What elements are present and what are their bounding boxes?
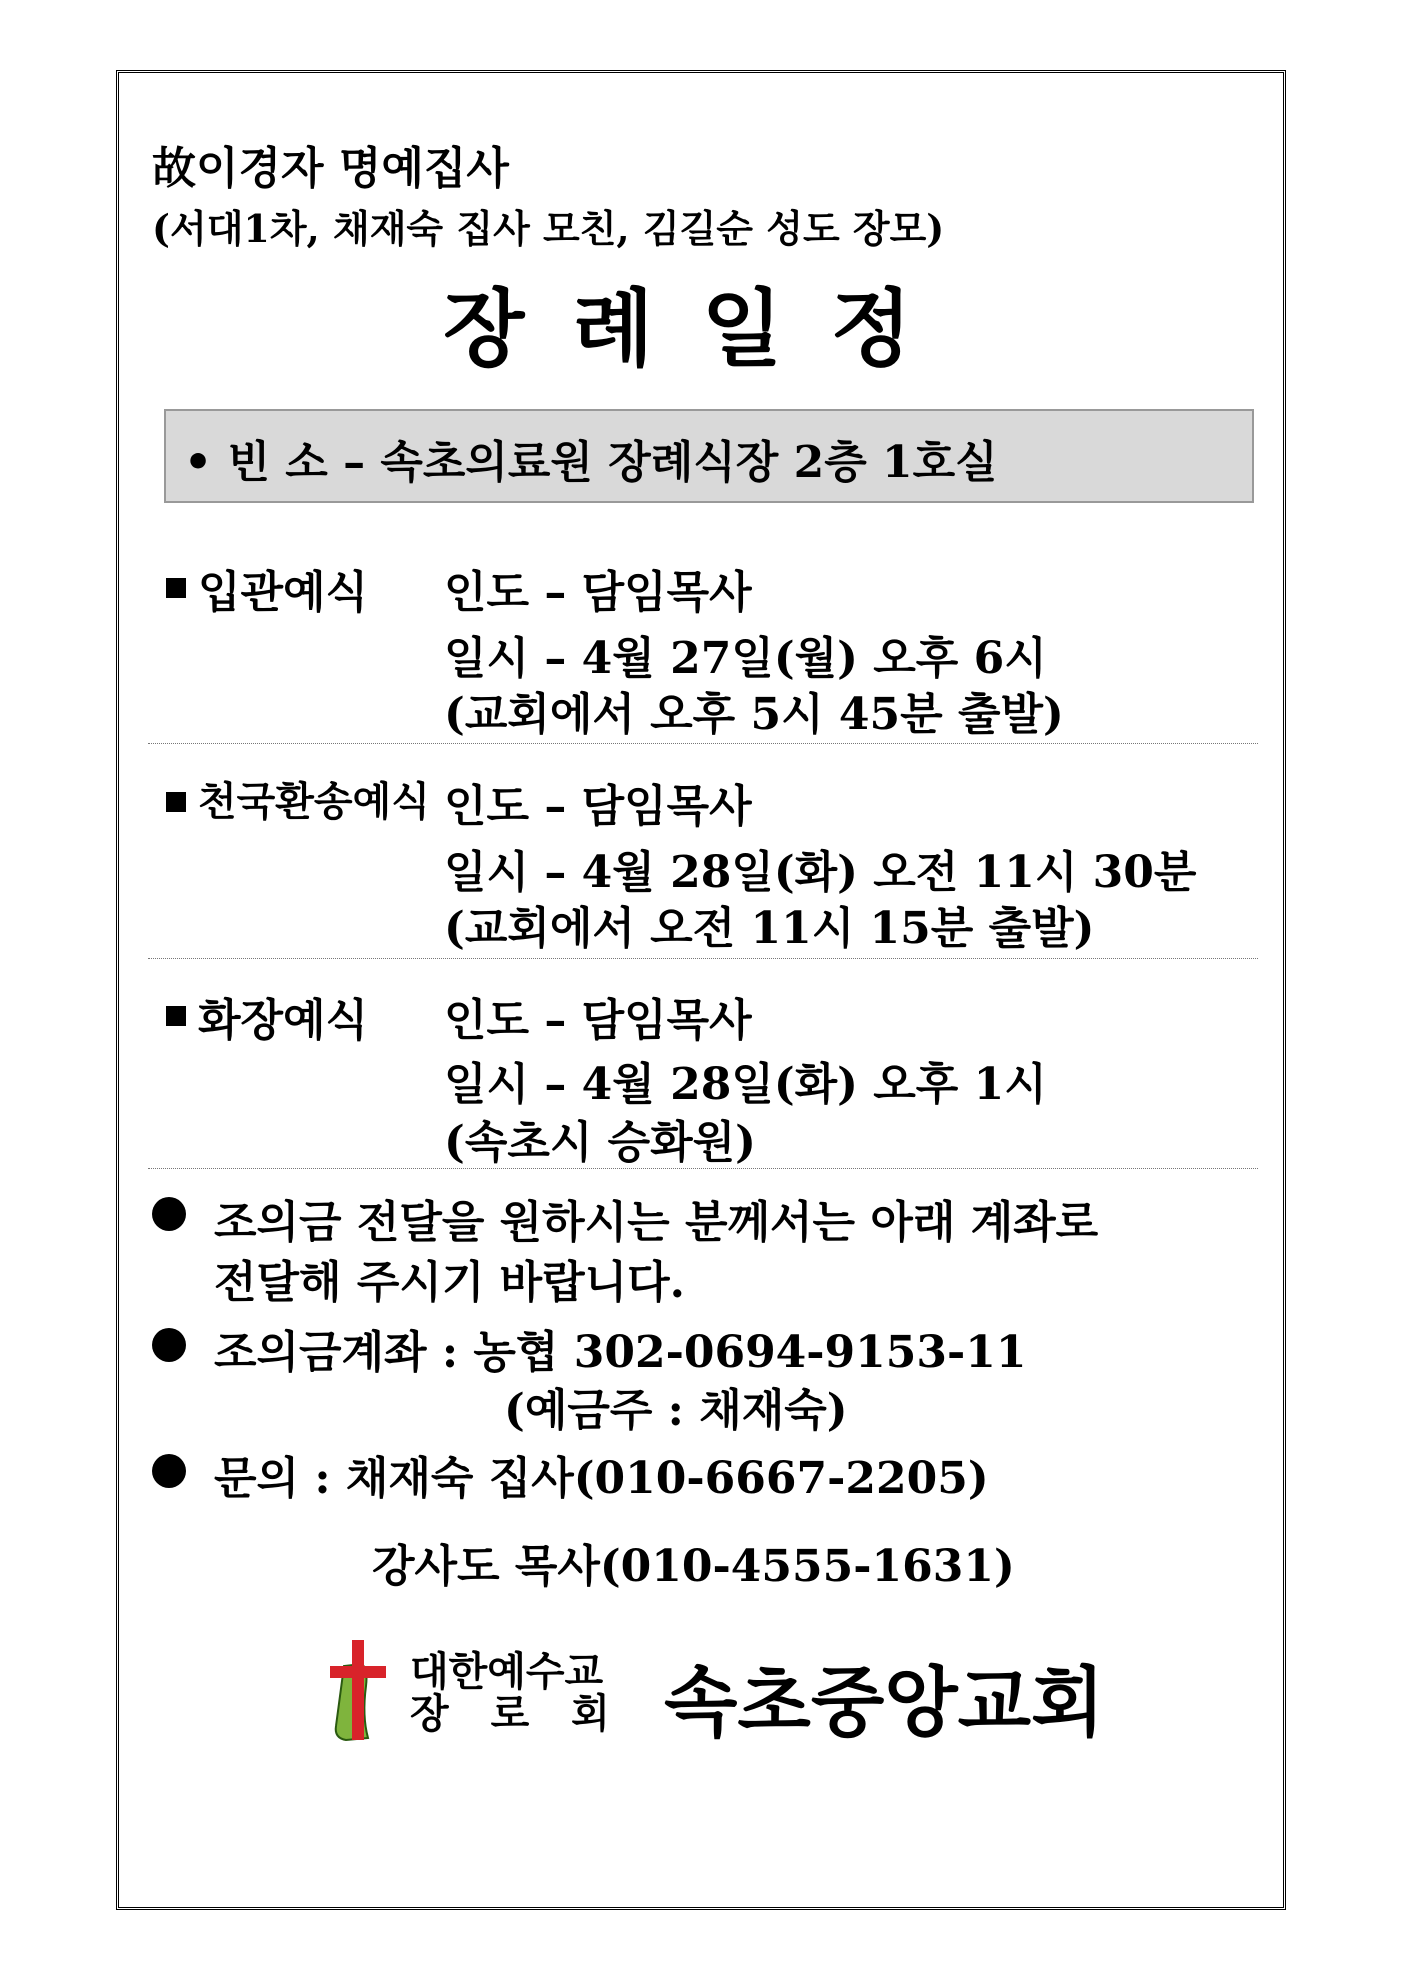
service-name: 천국환송예식: [198, 778, 430, 825]
divider: [148, 743, 1258, 744]
denomination-line2: 장 로 회: [410, 1690, 624, 1737]
inquiry-contact: 문의 : 채재숙 집사(010-6667-2205): [214, 1453, 989, 1504]
church-name: 속초중앙교회: [664, 1658, 1105, 1747]
condolence-text: 조의금 전달을 원하시는 분께서는 아래 계좌로: [214, 1197, 1099, 1248]
square-bullet-icon: [166, 1006, 186, 1026]
service-officiant: 인도 – 담임목사: [444, 567, 752, 618]
circle-bullet-icon: [152, 1197, 186, 1231]
service-datetime: 일시 – 4월 27일(월) 오후 6시: [444, 633, 1047, 684]
square-bullet-icon: [166, 792, 186, 812]
service-note: (속초시 승화원): [444, 1117, 756, 1168]
inquiry-contact: 강사도 목사(010-4555-1631): [372, 1541, 1015, 1592]
service-officiant: 인도 – 담임목사: [444, 995, 752, 1046]
page-title: 장례일정: [443, 279, 960, 378]
service-name: 화장예식: [198, 995, 369, 1046]
circle-bullet-icon: [152, 1328, 186, 1362]
service-officiant: 인도 – 담임목사: [444, 781, 752, 832]
venue: • 빈 소 – 속초의료원 장례식장 2층 1호실: [184, 437, 998, 488]
family-info: (서대1차, 채재숙 집사 모친, 김길순 성도 장모): [152, 206, 945, 251]
service-datetime: 일시 – 4월 28일(화) 오후 1시: [444, 1059, 1047, 1110]
service-name: 입관예식: [198, 567, 369, 618]
denomination-line1: 대한예수교: [410, 1648, 604, 1695]
service-note: (교회에서 오전 11시 15분 출발): [444, 903, 1095, 954]
condolence-text: 전달해 주시기 바랍니다.: [214, 1257, 685, 1308]
divider: [148, 1168, 1258, 1169]
account-holder: (예금주 : 채재숙): [504, 1385, 848, 1436]
service-note: (교회에서 오후 5시 45분 출발): [444, 689, 1064, 740]
square-bullet-icon: [166, 578, 186, 598]
divider: [148, 958, 1258, 959]
deceased-name: 故이경자 명예집사: [152, 143, 509, 194]
account-info: 조의금계좌 : 농협 302-0694-9153-11: [214, 1327, 1027, 1378]
service-datetime: 일시 – 4월 28일(화) 오전 11시 30분: [444, 847, 1197, 898]
church-cross-icon: [322, 1636, 394, 1746]
circle-bullet-icon: [152, 1454, 186, 1488]
